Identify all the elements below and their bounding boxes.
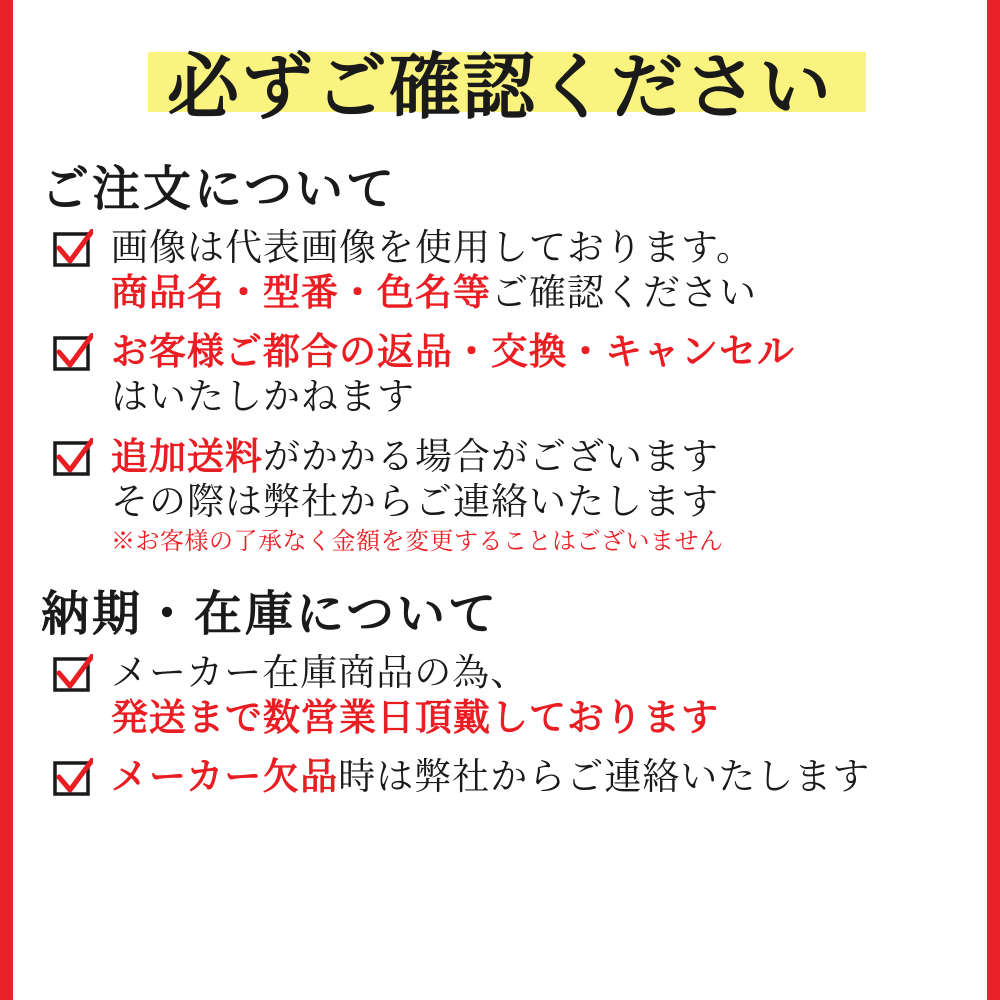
list-item — [53, 754, 987, 799]
notice-page — [13, 0, 987, 1000]
checkbox-checked-icon — [53, 654, 93, 694]
item-line — [111, 754, 987, 799]
item-line: メーカー在庫商品の為、 — [111, 650, 529, 694]
list-item — [53, 650, 987, 740]
item-line — [111, 434, 987, 479]
item-line: はいたしかねます — [111, 375, 415, 419]
item-line-red: 追加送料 — [111, 433, 263, 478]
checkbox-checked-icon — [53, 229, 93, 269]
checkbox-checked-icon — [53, 758, 93, 798]
item-line: お客様ご都合の返品・交換・キャンセル — [111, 329, 795, 374]
list-item — [53, 434, 987, 557]
item-line: その際は弊社からご連絡いたします — [111, 479, 719, 523]
list-item — [53, 329, 987, 419]
checkbox-checked-icon — [53, 333, 93, 373]
section-heading-delivery: 納期・在庫について — [41, 585, 500, 642]
item-line: 発送まで数営業日頂戴しております — [111, 695, 719, 740]
section-order — [13, 150, 987, 557]
item-line-red: メーカー欠品 — [111, 754, 339, 799]
item-line-red: 商品名・型番・色名等 — [111, 270, 491, 315]
checkbox-checked-icon — [53, 438, 93, 478]
list-item — [53, 225, 987, 315]
section-heading-order: ご注文について — [41, 161, 398, 217]
item-note: ※お客様の了承なく金額を変更することはございません — [111, 526, 724, 555]
item-line: 画像は代表画像を使用しております。 — [111, 226, 755, 269]
item-line — [111, 270, 987, 315]
item-line-black: ご確認ください — [491, 271, 757, 315]
right-red-border — [987, 0, 1000, 1000]
item-line-black: がかかる場合がございます — [263, 434, 719, 478]
page-title-block — [13, 0, 987, 150]
section-delivery — [13, 575, 987, 799]
left-red-border — [0, 0, 13, 1000]
page-title: 必ずご確認ください — [166, 44, 833, 129]
item-line-black: 時は弊社からご連絡いたします — [338, 755, 871, 799]
